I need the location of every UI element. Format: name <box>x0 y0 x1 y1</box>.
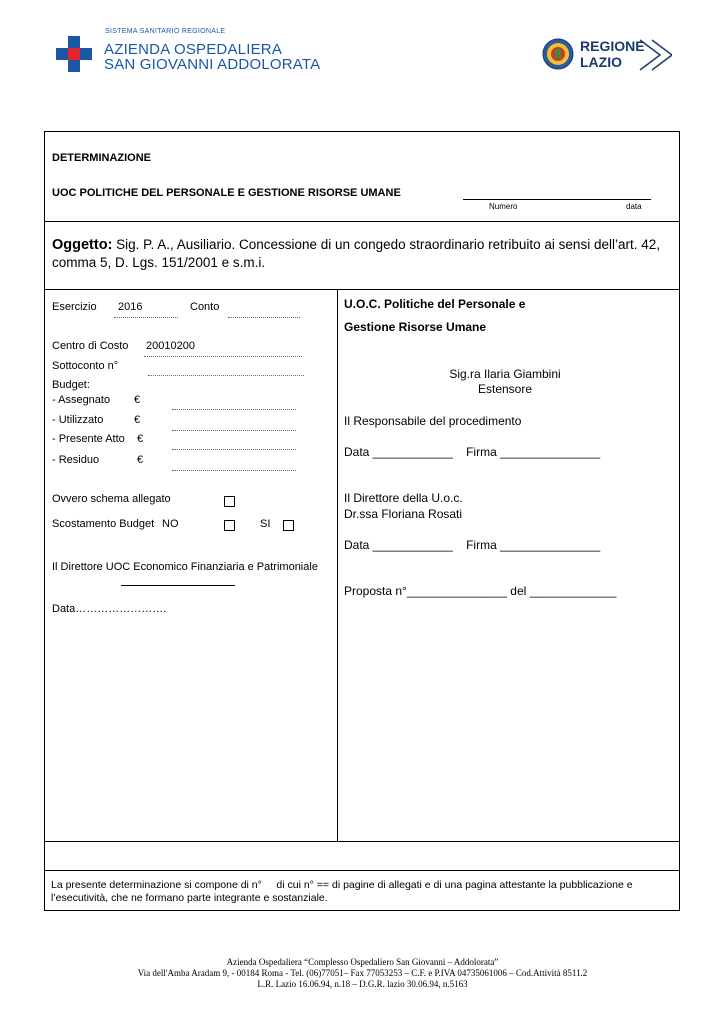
euro-sign: € <box>137 433 144 445</box>
data-firma-1: Data ____________ Firma _______________ <box>344 445 601 459</box>
composition-line2: l’esecutività, che ne formano parte integrante e sostanziale. <box>51 892 328 904</box>
conto-underline <box>228 317 300 318</box>
centro-underline <box>144 356 302 357</box>
centro-label: Centro di Costo <box>52 340 129 352</box>
conto-label: Conto <box>190 301 220 313</box>
utilizzato-label: - Utilizzato <box>52 414 104 426</box>
region-name-line1: REGIONE <box>580 38 645 54</box>
subject-label: Oggetto: <box>52 237 113 253</box>
direttore-ecofin-label: Il Direttore UOC Economico Finanziaria e Patrimoniale <box>52 561 318 573</box>
divider <box>44 221 680 222</box>
euro-sign: € <box>134 394 141 406</box>
esercizio-value: 2016 <box>118 301 143 313</box>
divider <box>44 289 680 290</box>
footer-line3: L.R. Lazio 16.06.94, n.18 – D.G.R. lazio 30.06.94, n.5163 <box>257 979 468 989</box>
euro-sign: € <box>137 454 144 466</box>
si-checkbox[interactable] <box>283 520 294 531</box>
sottoconto-label: Sottoconto n° <box>52 360 119 372</box>
si-label: SI <box>260 518 271 530</box>
divider <box>44 870 680 871</box>
residuo-underline <box>172 470 296 471</box>
footer-line2: Via dell'Amba Aradam 9, - 00184 Roma - Tel. (06)77051– Fax 77053253 – C.F. e P.IVA 04735061006 – Cod.Attività 8511.2 <box>137 968 588 978</box>
footer-line1: Azienda Ospedaliera “Complesso Ospedaliero San Giovanni – Addolorata” <box>226 957 499 967</box>
org-name-line1: AZIENDA OSPEDALIERA <box>104 41 283 58</box>
doc-unit: UOC POLITICHE DEL PERSONALE E GESTIONE RISORSE UMANE <box>52 187 401 199</box>
cross-logo-icon <box>56 36 92 72</box>
system-label: SISTEMA SANITARIO REGIONALE <box>105 28 226 35</box>
direttore-uoc-line2: Dr.ssa Floriana Rosati <box>344 507 463 521</box>
uoc-title-line2: Gestione Risorse Umane <box>344 320 487 334</box>
euro-sign: € <box>134 414 141 426</box>
numero-data-line <box>463 199 651 200</box>
responsabile-label: Il Responsabile del procedimento <box>344 414 522 428</box>
utilizzato-underline <box>172 430 296 431</box>
no-label: NO <box>162 518 179 530</box>
sottoconto-underline <box>148 375 304 376</box>
residuo-label: - Residuo <box>52 454 100 466</box>
subject <box>52 236 674 272</box>
chevron-icon <box>638 38 672 72</box>
region-name-line2: LAZIO <box>580 54 622 70</box>
subject-text: Sig. P. A., Ausiliario. Concessione di un congedo straordinario retribuito ai sensi dell’art. 42, comma 5, D. Lgs. 151/2001 e s.m.i. <box>52 237 660 270</box>
numero-label: Numero <box>489 202 518 211</box>
lazio-emblem-icon <box>542 38 574 70</box>
composition-line1: La presente determinazione si compone di n° di cui n° == di pagine di allegati e di una pagina attestante la pubblicazione e <box>51 879 633 891</box>
scostamento-label: Scostamento Budget <box>52 518 155 530</box>
direttore-uoc-line1: Il Direttore della U.o.c. <box>344 491 463 505</box>
doc-type: DETERMINAZIONE <box>52 152 151 164</box>
estensore-role: Estensore <box>477 382 533 396</box>
esercizio-underline <box>114 317 178 318</box>
estensore-name: Sig.ra Ilaria Giambini <box>449 367 561 381</box>
data-label: data <box>626 202 642 211</box>
presente-label: - Presente Atto <box>52 433 125 445</box>
direttore-signature-line <box>121 585 235 586</box>
budget-label: Budget: <box>52 379 90 391</box>
centro-value: 20010200 <box>146 340 195 352</box>
schema-checkbox[interactable] <box>224 496 235 507</box>
no-checkbox[interactable] <box>224 520 235 531</box>
data-dotted: Data……………………. <box>52 603 167 615</box>
assegnato-underline <box>172 409 296 410</box>
divider <box>44 841 680 842</box>
presente-underline <box>172 449 296 450</box>
assegnato-label: - Assegnato <box>52 394 111 406</box>
esercizio-label: Esercizio <box>52 301 97 313</box>
schema-label: Ovvero schema allegato <box>52 493 171 505</box>
proposta-line: Proposta n°_______________ del _____________ <box>344 584 617 598</box>
org-name-line2: SAN GIOVANNI ADDOLORATA <box>104 56 321 73</box>
uoc-title-line1: U.O.C. Politiche del Personale e <box>344 297 526 311</box>
data-firma-2: Data ____________ Firma _______________ <box>344 538 601 552</box>
